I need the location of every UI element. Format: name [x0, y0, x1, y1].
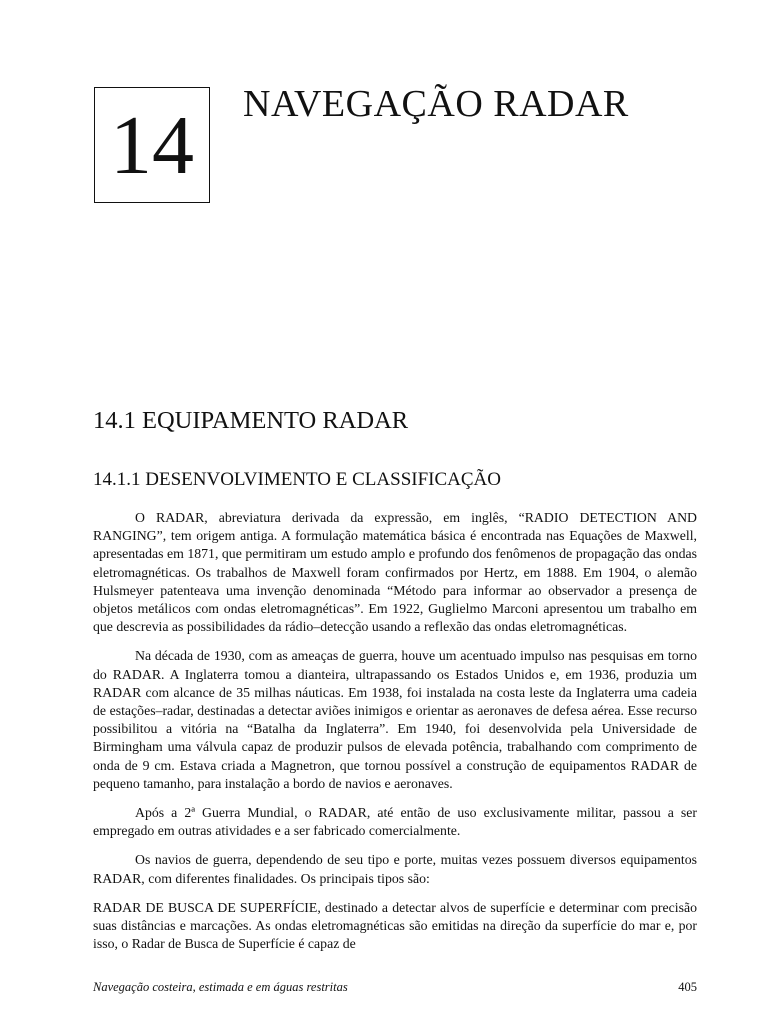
paragraph-2: Na década de 1930, com as ameaças de guerra, houve um acentuado impulso nas pesquisas em torno do RADAR. A Inglaterra tomou a dianteira, ultrapassando os Estados Unidos e, em 1936, produzia um RADAR com alcance de 35 milhas náuticas. Em 1938, foi instalada na costa leste da Inglaterra uma cadeia de estações–radar, destinadas a detectar aviões inimigos e orientar as aeronaves de defesa aérea. Esse recurso possibilitou a vitória na “Batalha da Inglaterra”. Em 1940, foi desenvolvida pela Universidade de Birmingham uma válvula capaz de produzir pulsos de elevada potência, trabalhando com comprimento de onda de 9 cm. Estava criada a Magnetron, que tornou possível a construção de equipamentos RADAR de pequeno tamanho, para instalação a bordo de navios e aeronaves. [93, 648, 697, 791]
paragraph-1: O RADAR, abreviatura derivada da expressão, em inglês, “RADIO DETECTION AND RANGING”, tem origem antiga. A formulação matemática básica é encontrada nas Equações de Maxwell, apresentadas em 1871, que permitiram um estudo amplo e profundo dos fenômenos de propagação das ondas eletromagnéticas. Os trabalhos de Maxwell foram confirmados por Hertz, em 1888. Em 1904, o alemão Hulsmeyer patenteava uma invenção denominada “Método para informar ao observador a presença de objetos metálicos com ondas eletromagnéticas”. Em 1922, Guglielmo Marconi apresentou um trabalho em que descrevia as possibilidades da rádio–detecção usando a reflexão das ondas eletromagnéticas. [93, 510, 697, 635]
paragraph-5: RADAR DE BUSCA DE SUPERFÍCIE, destinado a detectar alvos de superfície e determinar com precisão suas distâncias e marcações. As ondas eletromagnéticas são emitidas na direção da superfície do mar e, por isso, o Radar de Busca de Superfície é capaz de [93, 899, 697, 952]
page-number: 405 [678, 980, 697, 994]
paragraph-3: Após a 2ª Guerra Mundial, o RADAR, até então de uso exclusivamente militar, passou a ser empregado em outras atividades e a ser fabricado comercialmente. [93, 805, 697, 839]
subsection-heading: 14.1.1 DESENVOLVIMENTO E CLASSIFICAÇÃO [93, 469, 501, 490]
section-heading: 14.1 EQUIPAMENTO RADAR [93, 407, 409, 434]
chapter-number-box [94, 87, 210, 203]
body-text [93, 509, 697, 964]
footer-book-title: Navegação costeira, estimada e em águas restritas [93, 980, 348, 994]
chapter-number: 14 [110, 99, 194, 192]
paragraph-4: Os navios de guerra, dependendo de seu tipo e porte, muitas vezes possuem diversos equipamentos RADAR, com diferentes finalidades. Os principais tipos são: [93, 852, 697, 886]
chapter-title: NAVEGAÇÃO RADAR [243, 83, 629, 125]
